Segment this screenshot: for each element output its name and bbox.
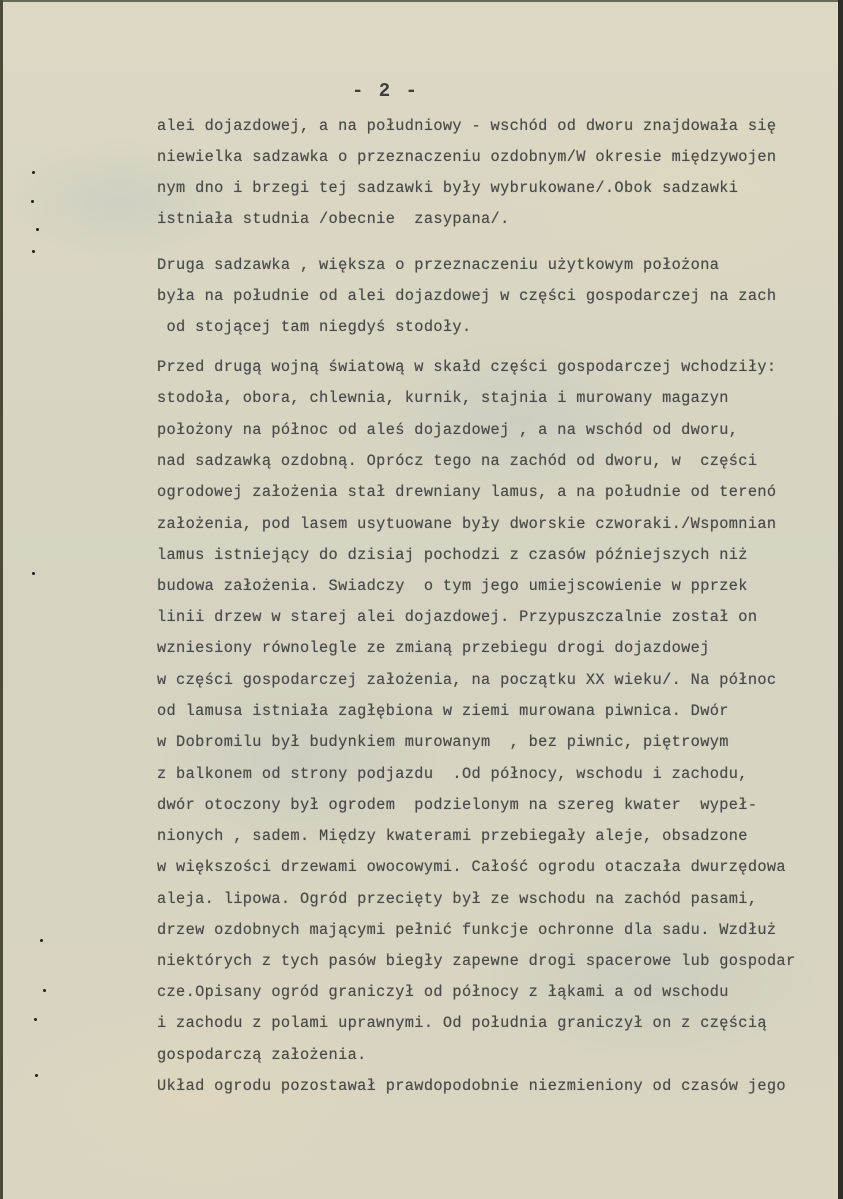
text-line: lamus istniejący do dzisiaj pochodzi z czasów późniejszych niż: [157, 546, 748, 564]
scan-top-edge: [0, 0, 843, 2]
margin-dot-mark: [35, 1074, 38, 1077]
margin-dot-mark: [31, 200, 34, 203]
text-line: w Dobromilu był budynkiem murowanym , bez piwnic, piętrowym: [157, 733, 729, 751]
margin-dot-mark: [40, 939, 43, 942]
text-line: alei dojazdowej, a na południowy - wschód od dworu znajdowała się: [157, 117, 777, 135]
text-line: stodoła, obora, chlewnia, kurnik, stajnia i murowany magazyn: [157, 389, 729, 407]
margin-dot-mark: [32, 572, 35, 575]
text-line: od stojącej tam niegdyś stodoły.: [157, 318, 472, 336]
text-line: położony na północ od aleś dojazdowej , a na wschód od dworu,: [157, 421, 739, 439]
text-line: budowa założenia. Swiadczy o tym jego umiejscowienie w pprzek: [157, 577, 748, 595]
text-line: w większości drzewami owocowymi. Całość ogrodu otaczała dwurzędowa: [157, 858, 786, 876]
text-line: cze.Opisany ogród graniczył od północy z łąkami a od wschodu: [157, 983, 729, 1001]
margin-dot-mark: [32, 250, 35, 253]
text-line: aleja. lipowa. Ogród przecięty był ze wschodu na zachód pasami,: [157, 890, 758, 908]
text-line: dwór otoczony był ogrodem podzielonym na szereg kwater wypeł-: [157, 796, 758, 814]
margin-dot-mark: [36, 228, 39, 231]
margin-dot-mark: [32, 171, 35, 174]
text-line: linii drzew w starej alei dojazdowej. Przypuszczalnie został on: [157, 608, 758, 626]
text-line: od lamusa istniała zagłębiona w ziemi murowana piwnica. Dwór: [157, 702, 729, 720]
margin-dot-mark: [34, 1018, 37, 1021]
text-line: niewielka sadzawka o przeznaczeniu ozdobnym/W okresie międzywojen: [157, 148, 777, 166]
page-number: - 2 -: [352, 80, 420, 102]
scan-left-edge: [0, 0, 3, 1199]
text-line: gospodarczą założenia.: [157, 1046, 367, 1064]
text-line: istniała studnia /obecnie zasypana/.: [157, 210, 510, 228]
text-line: i zachodu z polami uprawnymi. Od południa graniczył on z częścią: [157, 1014, 767, 1032]
text-line: ogrodowej założenia stał drewniany lamus, a na południe od terenó: [157, 483, 777, 501]
text-line: Druga sadzawka , większa o przeznaczeniu użytkowym położona: [157, 256, 720, 274]
text-line: w części gospodarczej założenia, na początku XX wieku/. Na północ: [157, 671, 777, 689]
text-line: Przed drugą wojną światową w skałd części gospodarczej wchodziły:: [157, 358, 777, 376]
text-line: Układ ogrodu pozostawał prawdopodobnie niezmieniony od czasów jego: [157, 1077, 786, 1095]
scan-right-edge: [838, 0, 843, 1199]
margin-dot-mark: [43, 989, 46, 992]
text-line: nad sadzawką ozdobną. Oprócz tego na zachód od dworu, w części: [157, 452, 758, 470]
text-line: nym dno i brzegi tej sadzawki były wybrukowane/.Obok sadzawki: [157, 179, 739, 197]
text-line: drzew ozdobnych mającymi pełnić funkcje ochronne dla sadu. Wzdłuż: [157, 921, 777, 939]
text-line: była na południe od alei dojazdowej w części gospodarczej na zach: [157, 287, 777, 305]
text-line: wzniesiony równolegle ze zmianą przebiegu drogi dojazdowej: [157, 639, 710, 657]
text-line: nionych , sadem. Między kwaterami przebiegały aleje, obsadzone: [157, 827, 748, 845]
text-line: niektórych z tych pasów biegły zapewne drogi spacerowe lub gospodar: [157, 952, 796, 970]
text-line: założenia, pod lasem usytuowane były dworskie czworaki./Wspomnian: [157, 515, 777, 533]
text-line: z balkonem od strony podjazdu .Od północy, wschodu i zachodu,: [157, 765, 748, 783]
